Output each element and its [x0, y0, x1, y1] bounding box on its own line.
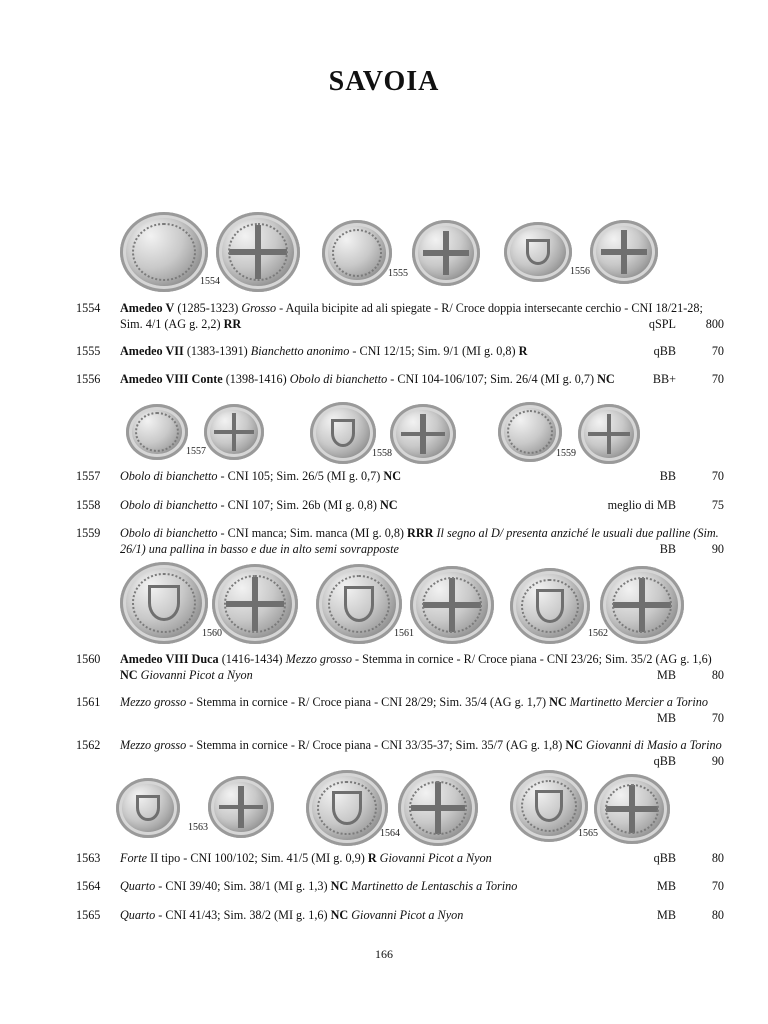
coin-image — [310, 402, 376, 464]
catalog-entry — [76, 694, 726, 728]
entry-text-segment: Giovanni di Masio a Torino — [582, 738, 722, 752]
coin-image — [412, 220, 480, 286]
entry-price: 80 — [711, 908, 724, 922]
entry-text-segment: Obolo di bianchetto — [289, 372, 388, 386]
entry-text-segment: Obolo di bianchetto — [120, 526, 218, 540]
entry-description — [120, 300, 726, 332]
entry-text-segment: Mezzo grosso — [285, 652, 352, 666]
entry-text-segment: - CNI 104-106/107; Sim. 26/4 (MI g. 0,7) — [387, 372, 598, 386]
coin-label: 1557 — [186, 446, 206, 457]
entry-text-segment: RR — [223, 317, 242, 331]
coin-image — [398, 770, 478, 846]
entry-text-segment: Grosso — [241, 301, 277, 315]
catalog-entry — [76, 525, 726, 559]
entry-description — [120, 878, 726, 894]
entry-text-segment: Giovanni Picot a Nyon — [348, 908, 464, 922]
entry-text-segment: Giovanni Picot a Nyon — [137, 668, 253, 682]
entry-text-segment: Mezzo grosso — [120, 695, 187, 709]
entry-text-segment: Martinetto de Lentaschis a Torino — [348, 879, 518, 893]
entry-description — [120, 651, 726, 683]
entry-text-segment: NC — [565, 738, 583, 752]
coin-image — [504, 222, 572, 282]
entry-text-segment: Bianchetto anonimo — [250, 344, 350, 358]
entry-number: 1565 — [76, 908, 101, 922]
entry-text-segment: Obolo di bianchetto — [120, 469, 218, 483]
coin-image — [126, 404, 188, 460]
entry-text-segment: Amedeo VIII Conte — [120, 372, 223, 386]
entry-description — [120, 850, 726, 866]
coin-image — [120, 212, 208, 292]
entry-grade: qBB — [653, 754, 676, 768]
entry-number: 1564 — [76, 879, 101, 893]
entry-text-segment: NC — [120, 668, 138, 682]
coin-label: 1562 — [588, 628, 608, 639]
entry-text-segment: NC — [380, 498, 398, 512]
entry-text-segment: Forte — [120, 851, 148, 865]
entry-text-segment: - CNI 41/43; Sim. 38/2 (MI g. 1,6) — [155, 908, 331, 922]
entry-price: 90 — [711, 542, 724, 556]
entry-text-segment: R — [518, 344, 528, 358]
coin-label: 1563 — [188, 822, 208, 833]
entry-text-segment: - CNI 105; Sim. 26/5 (MI g. 0,7) — [217, 469, 384, 483]
coin-label: 1564 — [380, 828, 400, 839]
entry-price: 70 — [711, 344, 724, 358]
catalog-entry — [76, 300, 726, 334]
coin-image — [216, 212, 300, 292]
coin-label: 1560 — [202, 628, 222, 639]
entry-grade: MB — [657, 879, 676, 893]
entry-text-segment: NC — [330, 908, 349, 922]
entry-text-segment: Il segno al D/ presenta anziché le usuali due palline (Sim. 26/1) una pallina in basso e due in alto semi sovrapposte — [120, 526, 719, 556]
entry-grade: meglio di MB — [607, 498, 676, 512]
coin-image — [316, 564, 402, 644]
entry-grade: BB+ — [652, 372, 676, 386]
entry-text-segment: NC — [549, 695, 567, 709]
entry-text-segment: R — [367, 851, 377, 865]
entry-text-segment: - CNI 107; Sim. 26b (MI g. 0,8) — [217, 498, 380, 512]
entry-text-segment: RRR — [407, 526, 434, 540]
entry-number: 1562 — [76, 738, 101, 752]
catalog-entry — [76, 907, 726, 925]
entry-text-segment: - CNI 12/15; Sim. 9/1 (MI g. 0,8) — [349, 344, 519, 358]
entry-text-segment: Amedeo V — [120, 301, 175, 315]
coin-image — [390, 404, 456, 464]
coin-image — [498, 402, 562, 462]
entry-text-segment: (1383-1391) — [183, 344, 251, 358]
entry-price: 70 — [711, 372, 724, 386]
coin-image — [410, 566, 494, 644]
entry-text-segment: - Stemma in cornice - R/ Croce piana - CNI 33/35-37; Sim. 35/7 (AG g. 1,8) — [186, 738, 566, 752]
coin-label: 1565 — [578, 828, 598, 839]
entry-text-segment: (1398-1416) — [222, 372, 290, 386]
entry-price: 80 — [711, 851, 724, 865]
entry-description — [120, 694, 726, 710]
catalog-entry — [76, 497, 726, 515]
coin-image — [208, 776, 274, 838]
catalog-entry — [76, 878, 726, 896]
entry-number: 1554 — [76, 301, 101, 315]
coin-image — [212, 564, 298, 644]
entry-description — [120, 468, 726, 484]
entry-text-segment: (1416-1434) — [218, 652, 286, 666]
entry-number: 1559 — [76, 526, 101, 540]
coin-label: 1559 — [556, 448, 576, 459]
entry-number: 1563 — [76, 851, 101, 865]
entry-grade: MB — [657, 668, 676, 682]
catalog-entry — [76, 850, 726, 868]
entry-number: 1561 — [76, 695, 101, 709]
entry-grade: qBB — [653, 344, 676, 358]
entry-text-segment: Giovanni Picot a Nyon — [376, 851, 492, 865]
entry-text-segment: Amedeo VII — [120, 344, 184, 358]
entry-number: 1556 — [76, 372, 101, 386]
entry-text-segment: - CNI manca; Sim. manca (MI g. 0,8) — [217, 526, 408, 540]
entry-text-segment: Quarto — [120, 879, 156, 893]
coin-image — [306, 770, 388, 846]
entry-grade: qSPL — [648, 317, 676, 331]
entry-description — [120, 525, 726, 557]
coin-label: 1558 — [372, 448, 392, 459]
coin-image — [322, 220, 392, 286]
entry-number: 1555 — [76, 344, 101, 358]
entry-number: 1560 — [76, 652, 101, 666]
catalog-entry — [76, 343, 726, 361]
entry-price: 75 — [711, 498, 724, 512]
entry-description — [120, 343, 726, 359]
coin-label: 1555 — [388, 268, 408, 279]
entry-text-segment: Martinetto Mercier a Torino — [566, 695, 708, 709]
entry-text-segment: NC — [383, 469, 401, 483]
entry-text-segment: - CNI 39/40; Sim. 38/1 (MI g. 1,3) — [155, 879, 331, 893]
entry-price: 70 — [711, 879, 724, 893]
entry-text-segment: II tipo - CNI 100/102; Sim. 41/5 (MI g. 0,9) — [147, 851, 368, 865]
entry-text-segment: (1285-1323) — [174, 301, 242, 315]
entry-grade: BB — [659, 542, 676, 556]
entry-grade: qBB — [653, 851, 676, 865]
coin-image — [116, 778, 180, 838]
entry-text-segment: Amedeo VIII Duca — [120, 652, 219, 666]
catalog-entry — [76, 651, 726, 685]
entry-description — [120, 907, 726, 923]
coin-label: 1554 — [200, 276, 220, 287]
coin-image — [578, 404, 640, 464]
entry-text-segment: - Stemma in cornice - R/ Croce piana - CNI 28/29; Sim. 35/4 (AG g. 1,7) — [186, 695, 550, 709]
page-number: 166 — [375, 947, 393, 961]
entry-text-segment: - Stemma in cornice - R/ Croce piana - CNI 23/26; Sim. 35/2 (AG g. 1,6) — [351, 652, 712, 666]
entry-grade: MB — [657, 908, 676, 922]
coin-image — [510, 770, 588, 842]
page-title: SAVOIA — [328, 66, 440, 97]
catalog-entry — [76, 371, 726, 389]
coin-label: 1561 — [394, 628, 414, 639]
entry-text-segment: NC — [330, 879, 349, 893]
entry-grade: MB — [657, 711, 676, 725]
coin-image — [204, 404, 264, 460]
entry-text-segment: - Aquila bicipite ad ali spiegate - R/ Croce doppia intersecante cerchio - CNI 18/21-28; Sim. 4/1 (AG g. 2,2) — [120, 301, 703, 331]
coin-image — [590, 220, 658, 284]
entry-price: 70 — [711, 711, 724, 725]
coin-image — [510, 568, 590, 644]
entry-text-segment: Mezzo grosso — [120, 738, 187, 752]
coin-label: 1556 — [570, 266, 590, 277]
coin-image — [600, 566, 684, 644]
entry-grade: BB — [659, 469, 676, 483]
entry-description — [120, 371, 726, 387]
entry-text-segment: Quarto — [120, 908, 156, 922]
entry-number: 1557 — [76, 469, 101, 483]
catalog-entry — [76, 468, 726, 486]
entry-text-segment: Obolo di bianchetto — [120, 498, 218, 512]
entry-text-segment: NC — [597, 372, 615, 386]
coin-image — [594, 774, 670, 844]
catalog-entry — [76, 737, 726, 771]
entry-price: 800 — [705, 317, 724, 331]
entry-price: 90 — [711, 754, 724, 768]
entry-description — [120, 737, 726, 753]
entry-price: 80 — [711, 668, 724, 682]
coin-image — [120, 562, 208, 644]
entry-price: 70 — [711, 469, 724, 483]
entry-number: 1558 — [76, 498, 101, 512]
